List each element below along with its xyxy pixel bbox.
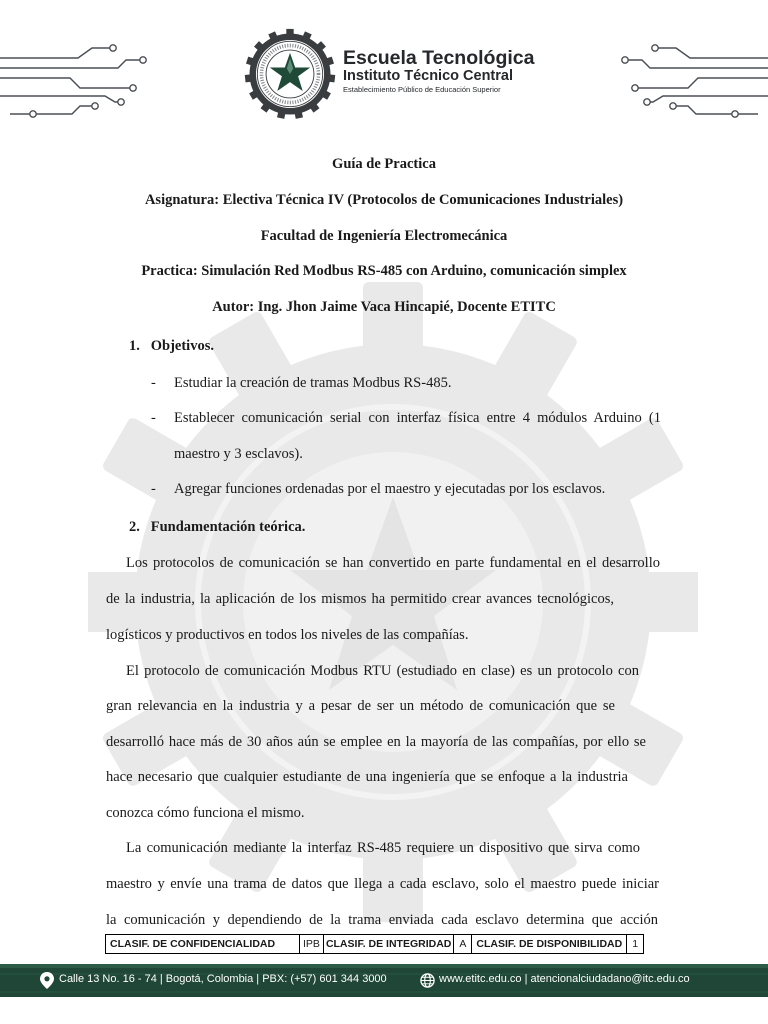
footer-web-contact[interactable]: www.etitc.edu.co | atencionalciudadano@itc.edu.co	[439, 973, 690, 985]
paragraph-line: Los protocolos de comunicación se han convertido en parte fundamental en el desarrollo	[126, 555, 660, 571]
paragraph-line: conozca cómo funciona el mismo.	[106, 805, 305, 821]
availability-value: 1	[627, 935, 644, 954]
paragraph-line: maestro y envíe una trama de datos que llega a cada esclavo, solo el maestro puede iniciar	[106, 876, 659, 892]
paragraph-line: La comunicación mediante la interfaz RS-485 requiere un dispositivo que sirva como	[126, 840, 640, 856]
bullet-dash: -	[151, 481, 156, 497]
paragraph-line: hace necesario que cualquier estudiante de una ingeniería que se enfoque a la industria	[106, 769, 628, 785]
author-line: Autor: Ing. Jhon Jaime Vaca Hincapié, Docente ETITC	[212, 299, 556, 315]
objective-item-continuation: maestro y 3 esclavos).	[174, 446, 303, 462]
logo-title: Escuela Tecnológica	[343, 47, 535, 69]
paragraph-line: logísticos y productivos en todos los niveles de las compañías.	[106, 627, 469, 643]
footer-address: Calle 13 No. 16 - 74 | Bogotá, Colombia | PBX: (+57) 601 344 3000	[59, 973, 387, 985]
paragraph-line: gran relevancia en la industria y a pesar de ser un método de comunicación que se	[106, 698, 615, 714]
objective-item: Estudiar la creación de tramas Modbus RS-485.	[174, 375, 452, 391]
section-heading-theory: 2. Fundamentación teórica.	[129, 519, 306, 535]
institution-seal-logo	[244, 28, 336, 120]
circuit-decoration-icon	[0, 44, 170, 124]
document-title: Guía de Practica	[332, 156, 436, 172]
objective-item: Establecer comunicación serial con interfaz física entre 4 módulos Arduino (1	[174, 410, 661, 426]
integrity-value: A	[454, 935, 472, 954]
globe-icon	[420, 973, 435, 988]
confidentiality-label: CLASIF. DE CONFIDENCIALIDAD	[106, 935, 300, 954]
classification-table	[105, 934, 644, 954]
circuit-decoration-icon	[598, 44, 768, 124]
objective-item: Agregar funciones ordenadas por el maestro y ejecutadas por los esclavos.	[174, 481, 606, 497]
map-pin-icon	[40, 972, 54, 989]
integrity-label: CLASIF. DE INTEGRIDAD	[323, 935, 453, 954]
availability-label: CLASIF. DE DISPONIBILIDAD	[472, 935, 627, 954]
paragraph-line: la comunicación y dependiendo de la trama enviada cada esclavo determina que acción	[106, 912, 658, 928]
subject-line: Asignatura: Electiva Técnica IV (Protocolos de Comunicaciones Industriales)	[144, 192, 624, 208]
paragraph-line: El protocolo de comunicación Modbus RTU (estudiado en clase) es un protocolo con	[126, 663, 639, 679]
bullet-dash: -	[151, 375, 156, 391]
paragraph-line: de la industria, la aplicación de los mismos ha permitido crear avances tecnológicos,	[106, 591, 614, 607]
practice-line: Practica: Simulación Red Modbus RS-485 con Arduino, comunicación simplex	[141, 263, 627, 279]
bullet-dash: -	[151, 410, 156, 426]
logo-subtitle: Instituto Técnico Central	[343, 68, 513, 84]
section-heading-objectives: 1. Objetivos.	[129, 338, 214, 354]
logo-tagline: Establecimiento Público de Educación Superior	[343, 85, 501, 94]
confidentiality-value: IPB	[300, 935, 324, 954]
paragraph-line: desarrolló hace más de 30 años aún se emplee en la mayoría de las compañías, por ello se	[106, 734, 646, 750]
footer-bar	[0, 964, 768, 997]
faculty-line: Facultad de Ingeniería Electromecánica	[260, 228, 508, 244]
